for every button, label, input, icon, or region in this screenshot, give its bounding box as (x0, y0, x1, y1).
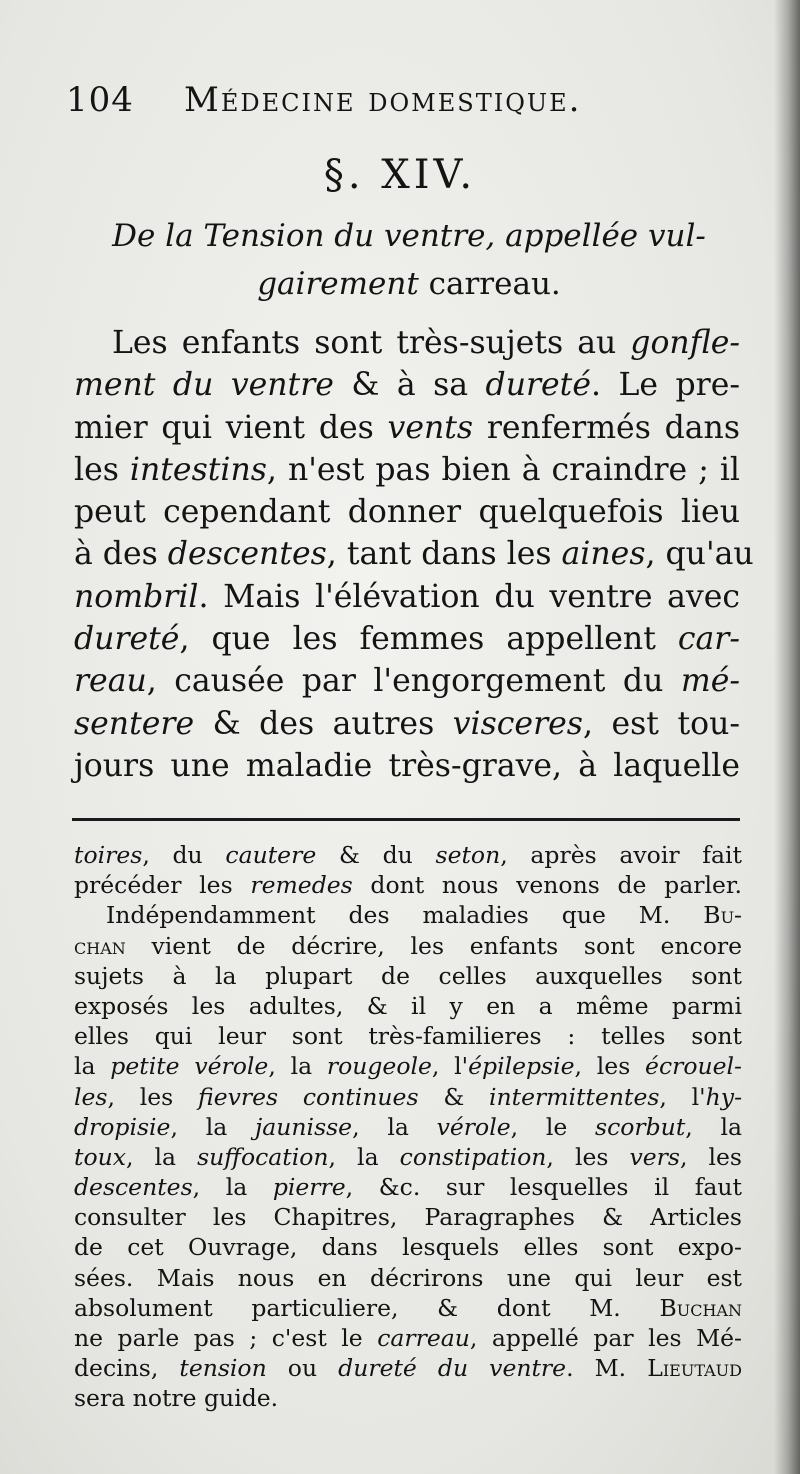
italic-run: seton (435, 841, 501, 869)
text-run: , la (192, 1173, 273, 1202)
footnote-line (74, 1293, 742, 1323)
page-number: 104 (66, 80, 134, 120)
text-run: sées. Mais nous en décrirons une qui leur est (74, 1263, 742, 1292)
text-run: & des autres (194, 705, 453, 742)
italic-run: aines (561, 536, 646, 573)
text-run: . Mais l'élévation du ventre avec (198, 578, 740, 615)
body-line (74, 703, 740, 745)
italic-run: toires (74, 841, 143, 869)
body-line (74, 576, 740, 618)
footnote-line (74, 1323, 742, 1353)
text-run: . M. (566, 1354, 648, 1383)
text-run: , la (170, 1112, 255, 1141)
italic-run: petite vérole (110, 1052, 269, 1081)
footnote-line (74, 840, 742, 870)
italic-run: gonfle- (630, 325, 740, 361)
body-paragraph (74, 322, 754, 787)
text-run: , les (546, 1142, 630, 1171)
body-line (74, 364, 740, 406)
text-run: , le (510, 1112, 596, 1141)
italic-run: cautere (225, 841, 317, 869)
small-caps-run: Buchan (659, 1293, 742, 1322)
text-run: consulter les Chapitres, Paragraphes & Articles (74, 1203, 742, 1232)
italic-run: descentes (74, 1173, 193, 1202)
body-line (74, 533, 754, 575)
footnote-line (74, 1172, 742, 1202)
italic-run: constipation (399, 1142, 547, 1171)
text-run: & du (316, 841, 436, 869)
italic-run: tension (179, 1354, 267, 1383)
text-run: exposés les adultes, & il y en a même parmi (74, 991, 742, 1020)
text-run: , appellé par les Mé- (469, 1324, 742, 1352)
text-run: , est tou- (582, 705, 740, 742)
footnote-line (74, 1263, 742, 1293)
section-title-italic-part: gairement (257, 266, 429, 302)
text-run: sera notre guide. (74, 1384, 279, 1413)
body-line (74, 449, 740, 491)
footnote-line (74, 1112, 742, 1142)
italic-run: vers (629, 1142, 680, 1171)
text-run: , du (142, 841, 226, 869)
section-title-roman-part: carreau. (428, 266, 561, 302)
footnote-line (74, 961, 742, 991)
italic-run: les (74, 1082, 108, 1111)
text-run: peut cependant donner quelquefois lieu (74, 494, 740, 531)
italic-run: dureté (485, 367, 591, 404)
footnote-line (74, 1202, 742, 1232)
italic-run: jaunisse (254, 1112, 353, 1141)
italic-run: carreau (377, 1324, 470, 1352)
text-run: elles qui leur sont très-familieres : telles sont (74, 1022, 742, 1051)
italic-run: mé- (680, 663, 740, 700)
small-caps-run: chan (74, 931, 126, 960)
footnote-separator-rule (72, 818, 740, 821)
italic-run: car- (677, 621, 740, 658)
text-run: , n'est pas bien à craindre ; il (266, 451, 740, 488)
footnote-line (74, 931, 742, 961)
italic-run: dureté (74, 621, 180, 658)
text-run: dont nous venons de parler. (352, 871, 742, 900)
text-run: & (418, 1082, 490, 1111)
text-run: les (74, 451, 130, 488)
text-run: , les (107, 1082, 199, 1111)
running-head (66, 80, 746, 130)
italic-run: intermittentes (489, 1082, 660, 1111)
italic-run: descentes (167, 536, 327, 573)
body-line (74, 745, 740, 787)
footnote-line (74, 991, 742, 1021)
section-number: §. XIV. (323, 152, 477, 198)
body-line (74, 322, 740, 364)
text-run: de cet Ouvrage, dans lesquels elles sont expo- (74, 1233, 742, 1262)
text-run: ne parle pas ; c'est le (74, 1324, 378, 1352)
italic-run: épilepsie (468, 1052, 575, 1081)
text-run: Les enfants sont très-sujets au (112, 325, 631, 361)
italic-run: rougeole (326, 1052, 432, 1081)
italic-run: écrouel- (645, 1052, 742, 1081)
italic-run: vents (387, 409, 474, 446)
italic-run: pierre (272, 1173, 346, 1202)
footnote-line (74, 1232, 742, 1262)
italic-run: ment du ventre (74, 367, 334, 404)
footnote-line (74, 1383, 742, 1413)
text-run: , causée par l'engorgement du (146, 663, 681, 700)
body-line (74, 491, 740, 533)
italic-run: toux (74, 1142, 126, 1171)
text-run: . Le pre- (590, 367, 740, 404)
italic-run: nombril (74, 578, 199, 615)
body-line (74, 407, 740, 449)
italic-run: fievres continues (198, 1082, 419, 1111)
small-caps-run: Lieutaud (647, 1354, 742, 1383)
italic-run: sentere (74, 705, 195, 742)
text-run: , après avoir fait (500, 841, 742, 869)
text-run: , qu'au (645, 536, 754, 573)
text-run: sujets à la plupart de celles auxquelles sont (74, 961, 742, 990)
text-run: la (74, 1052, 111, 1081)
text-run: , la (268, 1052, 327, 1081)
section-title-line-2 (74, 260, 744, 308)
section-title (74, 212, 744, 308)
text-run: absolument particuliere, & dont M. (74, 1293, 660, 1322)
running-title: Médecine domestique. (184, 80, 582, 120)
italic-run: vérole (436, 1112, 511, 1141)
footnote-line (74, 1051, 742, 1081)
footnote-line (74, 1142, 742, 1172)
text-run: ou (266, 1354, 339, 1383)
text-run: , que les femmes appellent (179, 621, 678, 658)
footnote-line (74, 870, 742, 900)
italic-run: suffocation (197, 1142, 329, 1171)
italic-run: intestins (129, 451, 267, 488)
text-run: Indépendamment des maladies que M. (106, 901, 704, 930)
italic-run: dropisie (74, 1112, 171, 1141)
text-run: , la (328, 1142, 400, 1171)
small-caps-run: Bu- (703, 901, 742, 930)
body-line (74, 618, 740, 660)
text-run: , la (125, 1142, 198, 1171)
footnote-block (74, 840, 742, 1414)
text-run: & à sa (333, 367, 486, 404)
text-run: mier qui vient des (74, 409, 388, 446)
italic-run: visceres (452, 705, 583, 742)
text-run: , l' (659, 1082, 706, 1111)
text-run: , l' (431, 1052, 469, 1081)
text-run: , &c. sur lesquelles il faut (345, 1173, 743, 1202)
text-run: , les (679, 1142, 742, 1171)
body-line (74, 660, 740, 702)
text-run: , la (685, 1112, 743, 1141)
text-run: , la (352, 1112, 437, 1141)
italic-run: remedes (250, 871, 353, 900)
text-run: , tant dans les (326, 536, 562, 573)
footnote-line (74, 900, 742, 930)
text-run: renfermés dans (473, 409, 740, 446)
section-title-line-1: De la Tension du ventre, appellée vul- (112, 218, 706, 254)
italic-run: hy- (705, 1082, 743, 1111)
italic-run: reau (74, 663, 147, 700)
footnote-line (74, 1082, 742, 1112)
text-run: vient de décrire, les enfants sont encore (125, 931, 742, 960)
footnote-line (74, 1353, 742, 1383)
footnote-line (74, 1021, 742, 1051)
text-run: , les (574, 1052, 646, 1081)
text-run: précéder les (74, 871, 251, 900)
text-run: jours une maladie très-grave, à laquelle (74, 747, 740, 784)
italic-run: dureté du ventre (338, 1354, 567, 1383)
text-run: decins, (74, 1354, 180, 1383)
text-run: à des (74, 536, 168, 573)
italic-run: scorbut (595, 1112, 686, 1141)
page-edge-shadow (774, 0, 800, 1474)
